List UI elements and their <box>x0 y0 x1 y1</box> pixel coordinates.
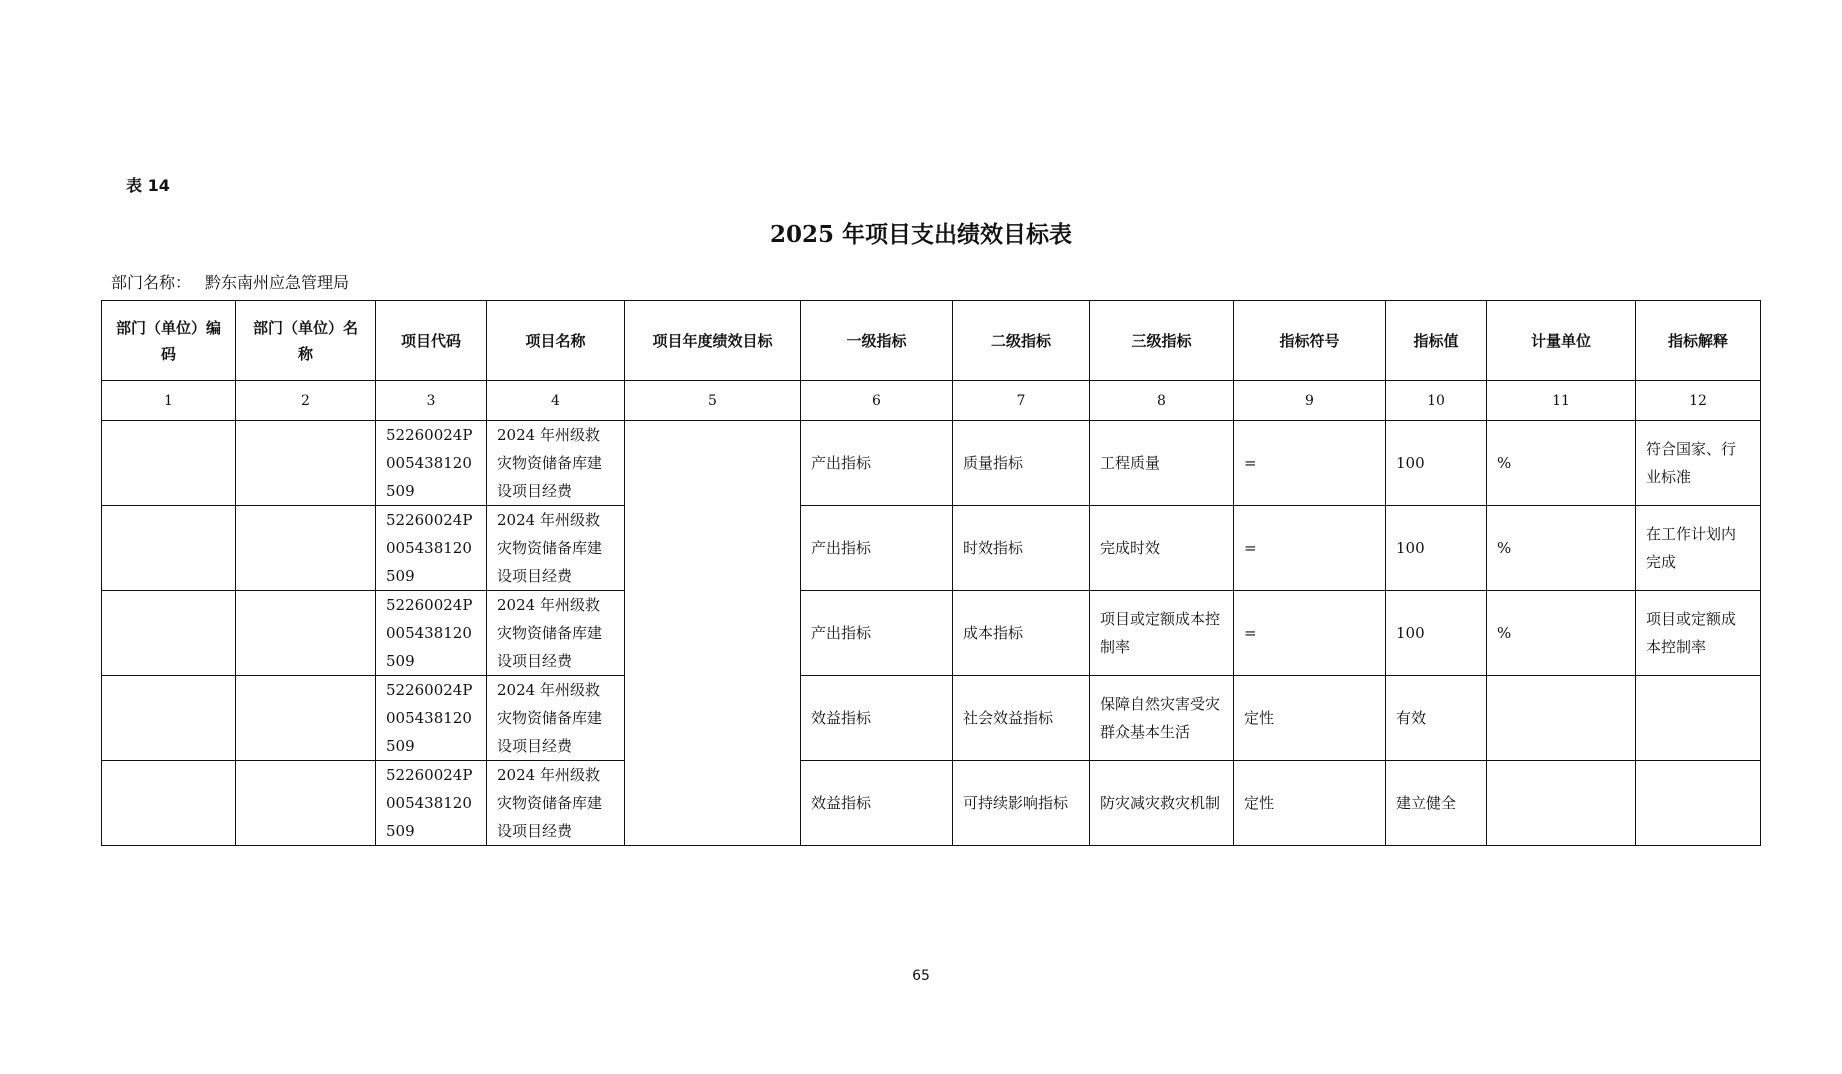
explanation-cell: 符合国家、行业标准 <box>1636 421 1761 506</box>
dept-name-cell <box>236 761 376 846</box>
level3-indicator-cell: 工程质量 <box>1090 421 1234 506</box>
unit-cell: % <box>1487 506 1636 591</box>
dept-name-cell <box>236 676 376 761</box>
level1-indicator-cell: 产出指标 <box>801 506 953 591</box>
unit-cell <box>1487 761 1636 846</box>
dept-code-cell <box>102 506 236 591</box>
header-project-name: 项目名称 <box>487 301 625 381</box>
column-number: 6 <box>801 381 953 421</box>
explanation-cell: 在工作计划内完成 <box>1636 506 1761 591</box>
header-level1: 一级指标 <box>801 301 953 381</box>
project-name-cell: 2024 年州级救灾物资储备库建设项目经费 <box>487 761 625 846</box>
header-row <box>102 301 1761 381</box>
project-code-cell: 52260024P005438120509 <box>376 591 487 676</box>
page-title: 2025 年项目支出绩效目标表 <box>769 221 1073 248</box>
column-number: 7 <box>953 381 1090 421</box>
indicator-symbol-cell: = <box>1234 421 1386 506</box>
annual-goal-cell <box>625 421 801 846</box>
department-value: 黔东南州应急管理局 <box>205 273 350 292</box>
level3-indicator-cell: 防灾减灾救灾机制 <box>1090 761 1234 846</box>
dept-code-cell <box>102 676 236 761</box>
indicator-value-cell: 100 <box>1386 421 1487 506</box>
project-code-cell: 52260024P005438120509 <box>376 421 487 506</box>
unit-cell <box>1487 676 1636 761</box>
column-number: 11 <box>1487 381 1636 421</box>
indicator-value-cell: 100 <box>1386 506 1487 591</box>
dept-code-cell <box>102 761 236 846</box>
table-row <box>102 761 1761 846</box>
explanation-cell <box>1636 676 1761 761</box>
column-number-row <box>102 381 1761 421</box>
indicator-symbol-cell: = <box>1234 591 1386 676</box>
header-project-code: 项目代码 <box>376 301 487 381</box>
project-code-cell: 52260024P005438120509 <box>376 506 487 591</box>
project-code-cell: 52260024P005438120509 <box>376 761 487 846</box>
project-code-cell: 52260024P005438120509 <box>376 676 487 761</box>
department-line <box>111 270 349 293</box>
level1-indicator-cell: 产出指标 <box>801 591 953 676</box>
indicator-value-cell: 100 <box>1386 591 1487 676</box>
unit-cell: % <box>1487 421 1636 506</box>
dept-name-cell <box>236 421 376 506</box>
header-dept-name: 部门（单位）名称 <box>236 301 376 381</box>
level2-indicator-cell: 质量指标 <box>953 421 1090 506</box>
explanation-cell <box>1636 761 1761 846</box>
project-name-cell: 2024 年州级救灾物资储备库建设项目经费 <box>487 506 625 591</box>
table-row <box>102 676 1761 761</box>
header-unit: 计量单位 <box>1487 301 1636 381</box>
table-row <box>102 506 1761 591</box>
indicator-symbol-cell: = <box>1234 506 1386 591</box>
explanation-cell: 项目或定额成本控制率 <box>1636 591 1761 676</box>
dept-name-cell <box>236 591 376 676</box>
indicator-value-cell: 建立健全 <box>1386 761 1487 846</box>
table-row <box>102 591 1761 676</box>
level2-indicator-cell: 成本指标 <box>953 591 1090 676</box>
column-number: 2 <box>236 381 376 421</box>
table-label: 表 14 <box>126 176 170 195</box>
level2-indicator-cell: 社会效益指标 <box>953 676 1090 761</box>
unit-cell: % <box>1487 591 1636 676</box>
level3-indicator-cell: 保障自然灾害受灾群众基本生活 <box>1090 676 1234 761</box>
header-value: 指标值 <box>1386 301 1487 381</box>
table-row <box>102 421 1761 506</box>
project-name-cell: 2024 年州级救灾物资储备库建设项目经费 <box>487 421 625 506</box>
department-label: 部门名称： <box>111 273 192 292</box>
level2-indicator-cell: 时效指标 <box>953 506 1090 591</box>
indicator-value-cell: 有效 <box>1386 676 1487 761</box>
dept-name-cell <box>236 506 376 591</box>
indicator-symbol-cell: 定性 <box>1234 676 1386 761</box>
indicator-symbol-cell: 定性 <box>1234 761 1386 846</box>
header-explanation: 指标解释 <box>1636 301 1761 381</box>
level3-indicator-cell: 完成时效 <box>1090 506 1234 591</box>
project-name-cell: 2024 年州级救灾物资储备库建设项目经费 <box>487 591 625 676</box>
dept-code-cell <box>102 421 236 506</box>
column-number: 1 <box>102 381 236 421</box>
header-symbol: 指标符号 <box>1234 301 1386 381</box>
column-number: 10 <box>1386 381 1487 421</box>
column-number: 9 <box>1234 381 1386 421</box>
header-annual-goal: 项目年度绩效目标 <box>625 301 801 381</box>
page-number: 65 <box>912 968 930 984</box>
column-number: 4 <box>487 381 625 421</box>
header-level3: 三级指标 <box>1090 301 1234 381</box>
header-level2: 二级指标 <box>953 301 1090 381</box>
project-name-cell: 2024 年州级救灾物资储备库建设项目经费 <box>487 676 625 761</box>
header-dept-code: 部门（单位）编码 <box>102 301 236 381</box>
column-number: 8 <box>1090 381 1234 421</box>
level3-indicator-cell: 项目或定额成本控制率 <box>1090 591 1234 676</box>
column-number: 5 <box>625 381 801 421</box>
performance-goal-table <box>101 300 1761 846</box>
level1-indicator-cell: 效益指标 <box>801 676 953 761</box>
dept-code-cell <box>102 591 236 676</box>
column-number: 12 <box>1636 381 1761 421</box>
column-number: 3 <box>376 381 487 421</box>
level2-indicator-cell: 可持续影响指标 <box>953 761 1090 846</box>
level1-indicator-cell: 效益指标 <box>801 761 953 846</box>
level1-indicator-cell: 产出指标 <box>801 421 953 506</box>
